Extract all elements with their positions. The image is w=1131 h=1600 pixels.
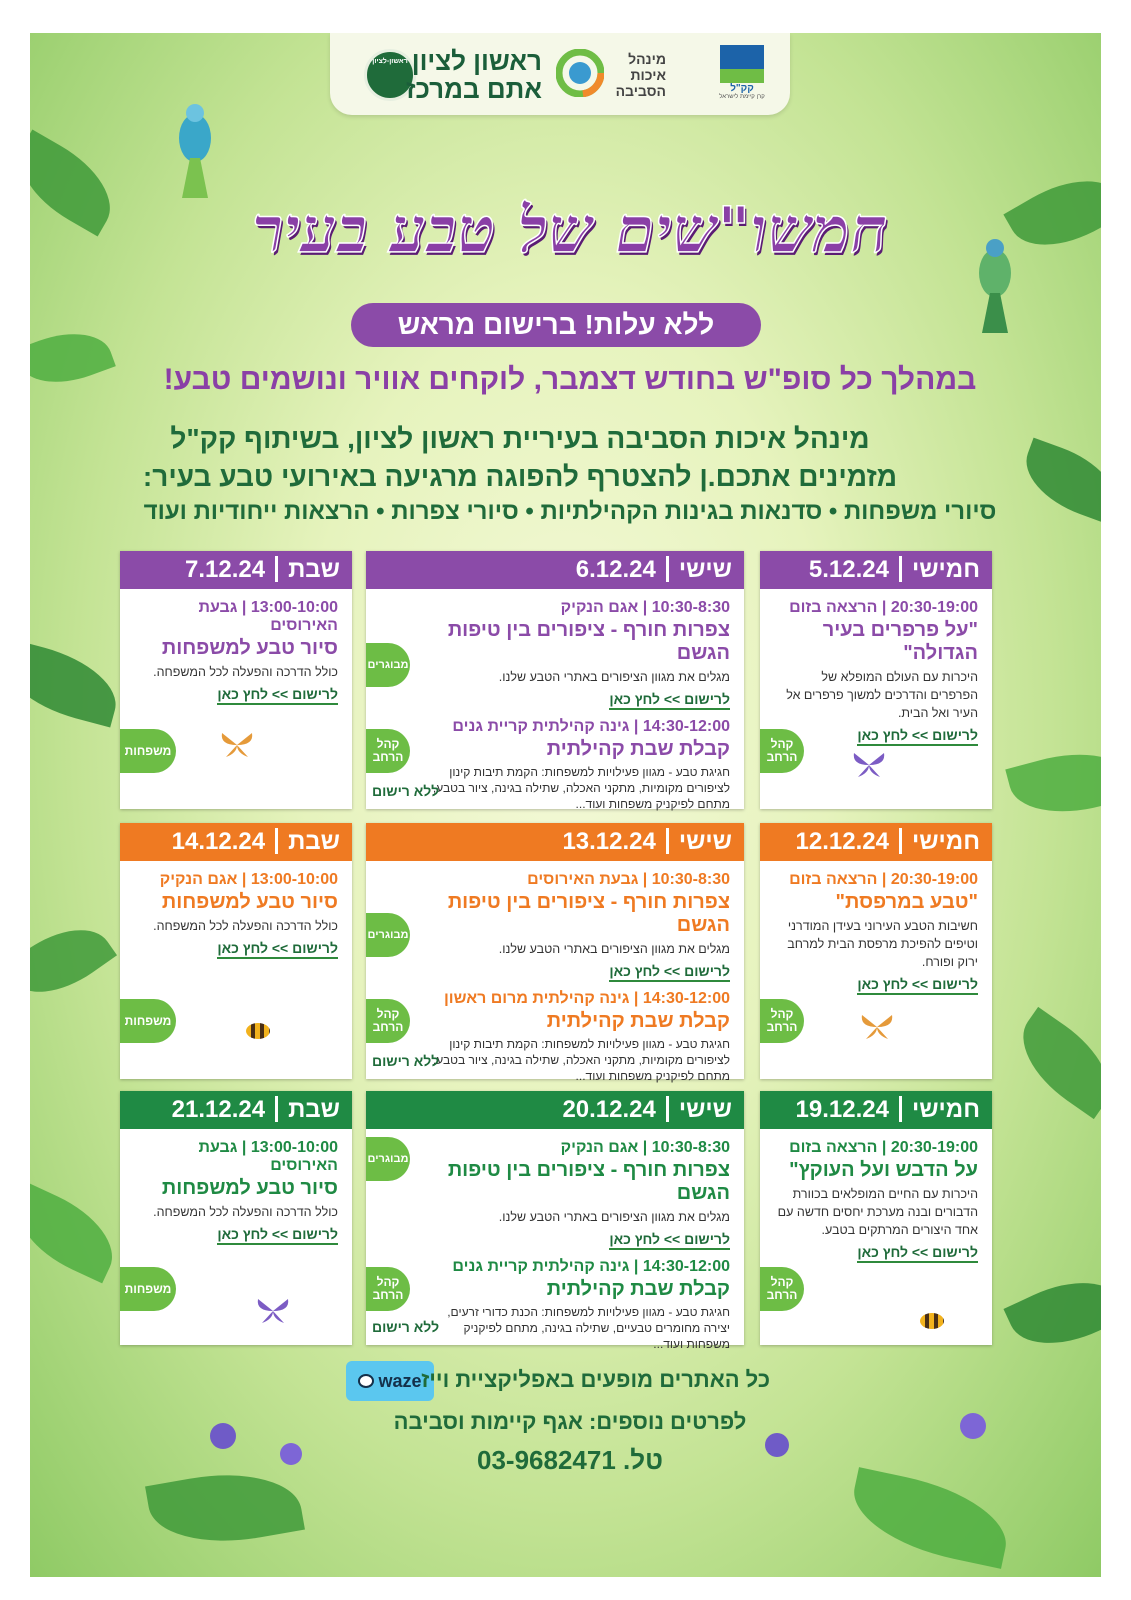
event-card-6-12	[366, 551, 744, 809]
register-link[interactable]: לרישום >> לחץ כאן	[609, 963, 730, 982]
audience-tag: קהל הרחב	[760, 999, 804, 1043]
intro-line-2: מזמינים אתכם.ן להצטרף להפוגה מרגיעה באירועי טבע בעיר:	[142, 461, 898, 492]
leaf-decoration	[1005, 738, 1101, 827]
kkl-logo	[718, 45, 766, 105]
card-day: חמישי	[911, 828, 980, 855]
audience-tag: משפחות	[120, 729, 176, 773]
audience-tag: משפחות	[120, 1267, 176, 1311]
event-time-location: 14:30-12:00 | גינה קהילתית קריית גנים	[452, 718, 730, 735]
register-link[interactable]: לרישום >> לחץ כאן	[217, 1226, 338, 1245]
event-description: חגיגת טבע - מגוון פעילויות למשפחות: הכנת כדורי זרעים, יצירה מחומרים טבעיים, שתילה בגינה, מתחם לפיקניק משפחות ועוד...	[447, 1305, 730, 1351]
event-description: כולל הדרכה והפעלה לכל המשפחה.	[153, 1205, 338, 1219]
card-day: חמישי	[911, 556, 980, 583]
audience-tag: קהל הרחב	[760, 729, 804, 773]
event-description: כולל הדרכה והפעלה לכל המשפחה.	[153, 665, 338, 679]
leaf-decoration	[30, 909, 117, 1012]
event-card-13-12	[366, 823, 744, 1083]
card-day: שישי	[678, 556, 732, 583]
event-description: כולל הדרכה והפעלה לכל המשפחה.	[153, 919, 338, 933]
kkl-logo-subtext: קרן קיימת לישראל	[719, 94, 765, 100]
city-name: ראשון לציון	[411, 46, 542, 76]
waze-info-text: כל האתרים מופעים באפליקציית וייז	[421, 1367, 770, 1392]
card-date: 13.12.24	[562, 828, 656, 855]
event-title: סיור טבע למשפחות	[161, 637, 338, 659]
subtitle: במהלך כל סופ"ש בחודש דצמבר, לוקחים אוויר ונושמים טבע!	[163, 363, 977, 396]
event-time-location: 20:30-19:00 | הרצאה בזום	[789, 871, 978, 888]
no-registration-label: ללא רישום	[372, 783, 440, 799]
intro-text	[90, 420, 950, 496]
free-registration-banner: ללא עלות! ברישום מראש	[351, 303, 761, 347]
event-title: צפרות חורף - ציפורים בין טיפות הגשם	[447, 1159, 730, 1204]
event-title: "על פרפרים בעיר הגדולה"	[822, 619, 978, 664]
card-day: שבת	[288, 1096, 340, 1123]
audience-tag: מבוגרים	[366, 913, 410, 957]
event-description: היכרות עם העולם המופלא של הפרפרים והדרכים למשוך פרפרים אל העיר ואל הבית.	[786, 670, 978, 720]
event-time-location: 20:30-19:00 | הרצאה בזום	[789, 1139, 978, 1156]
event-card-12-12	[760, 823, 992, 1079]
card-date: 7.12.24	[185, 556, 266, 583]
event-title: על הדבש ועל העוקץ"	[789, 1159, 978, 1181]
iris-flower-decoration	[765, 1433, 789, 1457]
event-description: חגיגת טבע - מגוון פעילויות למשפחות: הקמת תיבות קינון לציפורים מקומיות, מתקני האכלה, שתילה בגינה, ציור בטבע, מתחם לפיקניק משפחות ועוד...	[432, 765, 730, 811]
event-time-location: 14:30-12:00 | גינה קהילתית קריית גנים	[452, 1258, 730, 1275]
city-emblem-text: ראשון-לציון	[372, 58, 408, 65]
card-header	[760, 551, 992, 589]
leaf-decoration	[30, 130, 128, 237]
waze-label: waze	[378, 1370, 422, 1391]
intro-line-1: מינהל איכות הסביבה בעיריית ראשון לציון, בשיתוף קק"ל	[170, 423, 870, 454]
audience-tag: קהל הרחב	[366, 1267, 410, 1311]
card-day: שבת	[288, 828, 340, 855]
event-title: "טבע במרפסת"	[835, 891, 978, 913]
event-card-21-12	[120, 1091, 352, 1345]
card-date: 19.12.24	[795, 1096, 889, 1123]
logo-header	[330, 33, 790, 115]
register-link[interactable]: לרישום >> לחץ כאן	[609, 691, 730, 710]
leaf-decoration	[1004, 1007, 1101, 1119]
event-title: צפרות חורף - ציפורים בין טיפות הגשם	[447, 891, 730, 936]
register-link[interactable]: לרישום >> לחץ כאן	[857, 727, 978, 746]
leaf-decoration	[30, 638, 126, 727]
leaf-decoration	[844, 1467, 1015, 1569]
audience-tag: משפחות	[120, 999, 176, 1043]
iris-flower-decoration	[960, 1413, 986, 1439]
audience-tag: קהל הרחב	[760, 1267, 804, 1311]
event-card-20-12	[366, 1091, 744, 1351]
card-header	[120, 823, 352, 861]
card-header	[366, 551, 744, 589]
card-header	[760, 1091, 992, 1129]
card-day: שישי	[678, 1096, 732, 1123]
event-title: סיור טבע למשפחות	[161, 891, 338, 913]
bird-icon	[960, 228, 1030, 338]
audience-tag: קהל הרחב	[366, 729, 410, 773]
event-time-location: 20:30-19:00 | הרצאה בזום	[789, 599, 978, 616]
activities-list: סיורי משפחות • סדנאות בגינות הקהילתיות • סיורי צפרות • הרצאות ייחודיות ועוד	[143, 498, 997, 525]
iris-flower-decoration	[280, 1443, 302, 1465]
environment-logo-text: מינהל איכות הסביבה	[615, 51, 666, 99]
event-description: חשיבות הטבע העירוני בעידן המודרני וטיפים להפיכת מרפסת הבית למרחב ירוק ופורח.	[787, 919, 978, 969]
kkl-logo-text: קק"ל	[730, 83, 754, 94]
card-day: שבת	[288, 556, 340, 583]
event-time-location: 13:00-10:00 | גבעת האירוסים	[198, 599, 338, 634]
register-link[interactable]: לרישום >> לחץ כאן	[217, 686, 338, 705]
event-time-location: 14:30-12:00 | גינה קהילתית מרום ראשון	[443, 990, 730, 1007]
event-card-5-12	[760, 551, 992, 809]
event-card-7-12	[120, 551, 352, 809]
details-text: לפרטים נוספים: אגף קיימות וסביבה	[393, 1409, 747, 1434]
environment-emblem-icon	[556, 49, 604, 97]
card-header	[120, 1091, 352, 1129]
audience-tag: קהל הרחב	[366, 999, 410, 1043]
event-description: מגלים את מגוון הציפורים באתרי הטבע שלנו.	[498, 1210, 730, 1224]
event-title: קבלת שבת קהילתית	[546, 1278, 730, 1300]
main-title: חמשו"שים של טבע בעיר	[252, 193, 888, 268]
event-title: סיור טבע למשפחות	[161, 1177, 338, 1199]
card-date: 12.12.24	[795, 828, 889, 855]
event-time-location: 10:30-8:30 | אגם הנקיק	[560, 1139, 730, 1156]
event-description: מגלים את מגוון הציפורים באתרי הטבע שלנו.	[498, 942, 730, 956]
environment-logo	[556, 45, 666, 105]
bee-icon	[920, 1313, 944, 1329]
event-description: מגלים את מגוון הציפורים באתרי הטבע שלנו.	[498, 670, 730, 684]
audience-tag: מבוגרים	[366, 643, 410, 687]
event-description: חגיגת טבע - מגוון פעילויות למשפחות: הקמת תיבות קינון לציפורים מקומיות, מתקני האכלה, שתילה בגינה, ציור בטבע, מתחם לפיקניק משפחות ועוד...	[432, 1037, 730, 1083]
card-day: חמישי	[911, 1096, 980, 1123]
bird-icon	[160, 93, 230, 203]
rishon-lezion-logo	[364, 43, 542, 107]
event-time-location: 13:00-10:00 | אגם הנקיק	[159, 871, 338, 888]
butterfly-icon	[860, 1013, 894, 1041]
card-date: 5.12.24	[808, 556, 889, 583]
card-header	[366, 823, 744, 861]
audience-tag: מבוגרים	[366, 1137, 410, 1181]
register-link[interactable]: לרישום >> לחץ כאן	[217, 940, 338, 959]
event-card-14-12	[120, 823, 352, 1079]
kkl-emblem-icon	[720, 45, 764, 83]
leaf-decoration	[145, 1461, 305, 1556]
card-header	[366, 1091, 744, 1129]
phone-number: טל. 03-9682471	[476, 1445, 663, 1475]
no-registration-label: ללא רישום	[372, 1319, 440, 1335]
card-date: 14.12.24	[171, 828, 266, 855]
register-link[interactable]: לרישום >> לחץ כאן	[857, 976, 978, 995]
register-link[interactable]: לרישום >> לחץ כאן	[609, 1231, 730, 1250]
card-date: 6.12.24	[575, 556, 656, 583]
card-day: שישי	[678, 828, 732, 855]
butterfly-icon	[256, 1297, 290, 1325]
bee-icon	[246, 1023, 270, 1039]
card-date: 20.12.24	[562, 1096, 656, 1123]
poster	[30, 33, 1101, 1577]
event-time-location: 10:30-8:30 | אגם הנקיק	[560, 599, 730, 616]
event-title: קבלת שבת קהילתית	[546, 1010, 730, 1032]
event-time-location: 13:00-10:00 | גבעת האירוסים	[198, 1139, 338, 1174]
butterfly-icon	[852, 751, 886, 779]
card-header	[120, 551, 352, 589]
register-link[interactable]: לרישום >> לחץ כאן	[857, 1244, 978, 1263]
event-title: קבלת שבת קהילתית	[546, 738, 730, 760]
card-header	[760, 823, 992, 861]
leaf-decoration	[30, 1183, 128, 1284]
leaf-decoration	[1003, 1263, 1101, 1364]
card-date: 21.12.24	[171, 1096, 266, 1123]
event-card-19-12	[760, 1091, 992, 1345]
city-slogan: אתם במרכז	[406, 74, 542, 104]
iris-flower-decoration	[210, 1423, 236, 1449]
butterfly-icon	[220, 731, 254, 759]
no-registration-label: ללא רישום	[372, 1053, 440, 1069]
event-time-location: 10:30-8:30 | גבעת האירוסים	[527, 871, 730, 888]
event-description: היכרות עם החיים המופלאים בכוורת הדבורים ובנה מערכת יחסים חדשה עם אחד היצורים המרתקים בטבע.	[777, 1187, 978, 1237]
event-title: צפרות חורף - ציפורים בין טיפות הגשם	[447, 619, 730, 664]
